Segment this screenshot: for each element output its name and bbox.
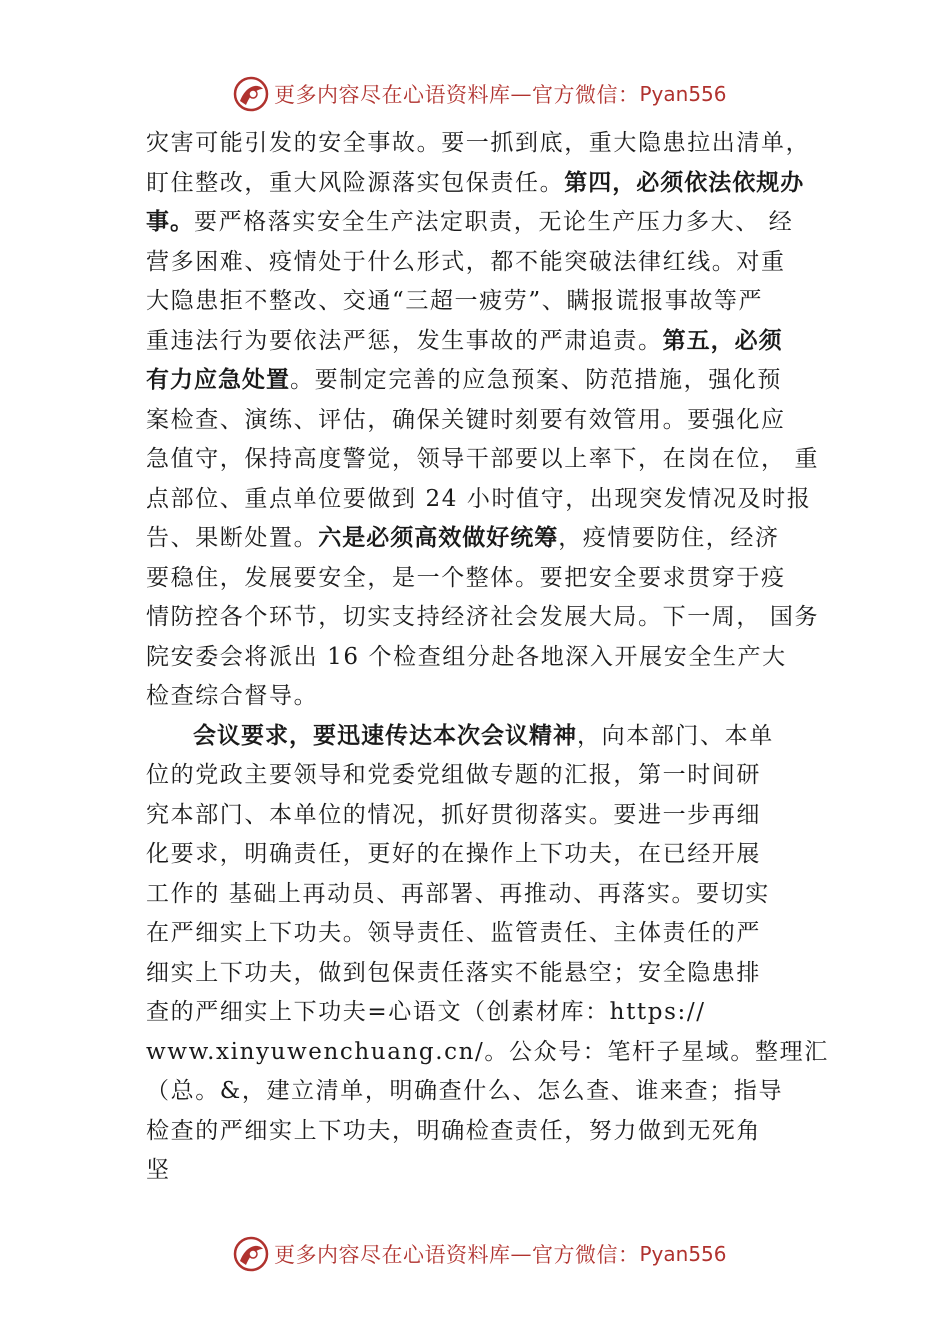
text-line [146, 598, 826, 638]
text-run: 细实上下功夫，做到包保责任落实不能悬空；安全隐患排 [146, 959, 761, 986]
text-line [146, 1033, 829, 1073]
document-body [146, 124, 829, 1191]
text-run: 检查综合督导。 [146, 683, 319, 709]
text-line [146, 243, 826, 283]
text-run: 重违法行为要依法严惩，发生事故的严肃追责。 [146, 327, 663, 354]
watermark-text: 更多内容尽在心语资料库 [274, 83, 511, 107]
footer-watermark [232, 1234, 752, 1274]
bold-text: 会议要求，要迅速传达本次会议精神 [193, 722, 577, 749]
text-run: www.xinyuwenchuang.cn/。公众号：笔杆子星域。整理汇 [146, 1038, 829, 1065]
text-run: 情防控各个环节，切实支持经济社会发展大局。下一周， 国务 [146, 604, 820, 630]
text-run: 盯住整改，重大风险源落实包保责任。 [146, 169, 565, 196]
text-line [146, 361, 826, 401]
text-line [146, 875, 826, 915]
watermark-suffix: 官方微信： [532, 1243, 640, 1267]
text-run: 检查的严细实上下功夫，明确检查责任，努力做到无死角 [146, 1117, 761, 1144]
bold-text: 有力应急处置 [146, 367, 290, 393]
text-run: 在严细实上下功夫。领导责任、监管责任、主体责任的严 [146, 920, 761, 946]
text-line [146, 914, 826, 954]
text-run: 点部位、重点单位要做到 24 小时值守，出现突发情况及时报 [146, 485, 812, 512]
text-line [146, 164, 826, 204]
bold-text: 事。 [146, 209, 194, 235]
bold-text: 第五，必须 [662, 327, 783, 354]
text-run: 查的严细实上下功夫=心语文（创素材库：https:// [146, 999, 706, 1025]
text-line [146, 835, 826, 875]
text-line [146, 954, 826, 994]
text-run: 。要制定完善的应急预案、防范措施，强化预 [290, 367, 782, 393]
text-line [146, 282, 826, 322]
watermark-suffix: 官方微信： [532, 83, 640, 107]
watermark-dash: — [510, 82, 532, 106]
text-run: 工作的 基础上再动员、再部署、再推动、再落实。要切实 [146, 880, 770, 907]
text-run: 究本部门、本单位的情况，抓好贯彻落实。要进一步再细 [146, 801, 761, 828]
text-run: 坚 [146, 1157, 171, 1183]
text-run: 案检查、演练、评估，确保关键时刻要有效管用。要强化应 [146, 406, 786, 433]
text-run: 化要求，明确责任，更好的在操作上下功夫，在已经开展 [146, 841, 761, 867]
watermark-id: Pyan556 [639, 82, 727, 106]
logo-icon [232, 1235, 270, 1273]
text-line [146, 440, 826, 480]
bold-text: 六是必须高效做好统筹 [318, 525, 559, 551]
text-run: 营多困难、疫情处于什么形式，都不能突破法律红线。对重 [146, 248, 786, 275]
text-line [146, 1151, 826, 1191]
text-line [146, 124, 826, 164]
watermark-dash: — [510, 1242, 532, 1266]
text-run: 大隐患拒不整改、交通“三超一疲劳”、瞒报谎报事故等严 [146, 288, 764, 314]
text-run: 要稳住，发展要安全，是一个整体。要把安全要求贯穿于疫 [146, 564, 786, 591]
text-line [146, 1072, 826, 1112]
text-line [146, 203, 826, 243]
text-run: 告、果断处置。 [146, 525, 319, 551]
text-line [146, 717, 826, 757]
text-run: 急值守，保持高度警觉，领导干部要以上率下，在岗在位， 重 [146, 446, 820, 472]
text-line [146, 480, 826, 520]
header-watermark [232, 74, 752, 114]
text-line [146, 519, 826, 559]
text-line [146, 401, 826, 441]
text-line [146, 559, 826, 599]
bold-text: 第四，必须依法依规办 [564, 169, 805, 196]
text-run: 灾害可能引发的安全事故。要一抓到底，重大隐患拉出清单， [146, 130, 811, 156]
text-line [146, 993, 826, 1033]
text-run: ，向本部门、本单 [577, 722, 774, 749]
text-line [146, 1112, 826, 1152]
text-line [146, 796, 826, 836]
text-run: 要严格落实安全生产法定职责，无论生产压力多大、 经 [194, 209, 794, 235]
text-run: 院安委会将派出 16 个检查组分赴各地深入开展安全生产大 [146, 643, 787, 670]
watermark-text: 更多内容尽在心语资料库 [274, 1243, 511, 1267]
text-line [146, 322, 826, 362]
text-run: （总。&，建立清单，明确查什么、怎么查、谁来查；指导 [146, 1078, 784, 1104]
logo-icon [232, 75, 270, 113]
text-line [146, 677, 826, 717]
text-line [146, 756, 826, 796]
text-run: ，疫情要防住，经济 [558, 525, 780, 551]
watermark-id: Pyan556 [639, 1242, 727, 1266]
text-run: 位的党政主要领导和党委党组做专题的汇报，第一时间研 [146, 762, 761, 788]
text-line [146, 638, 826, 678]
